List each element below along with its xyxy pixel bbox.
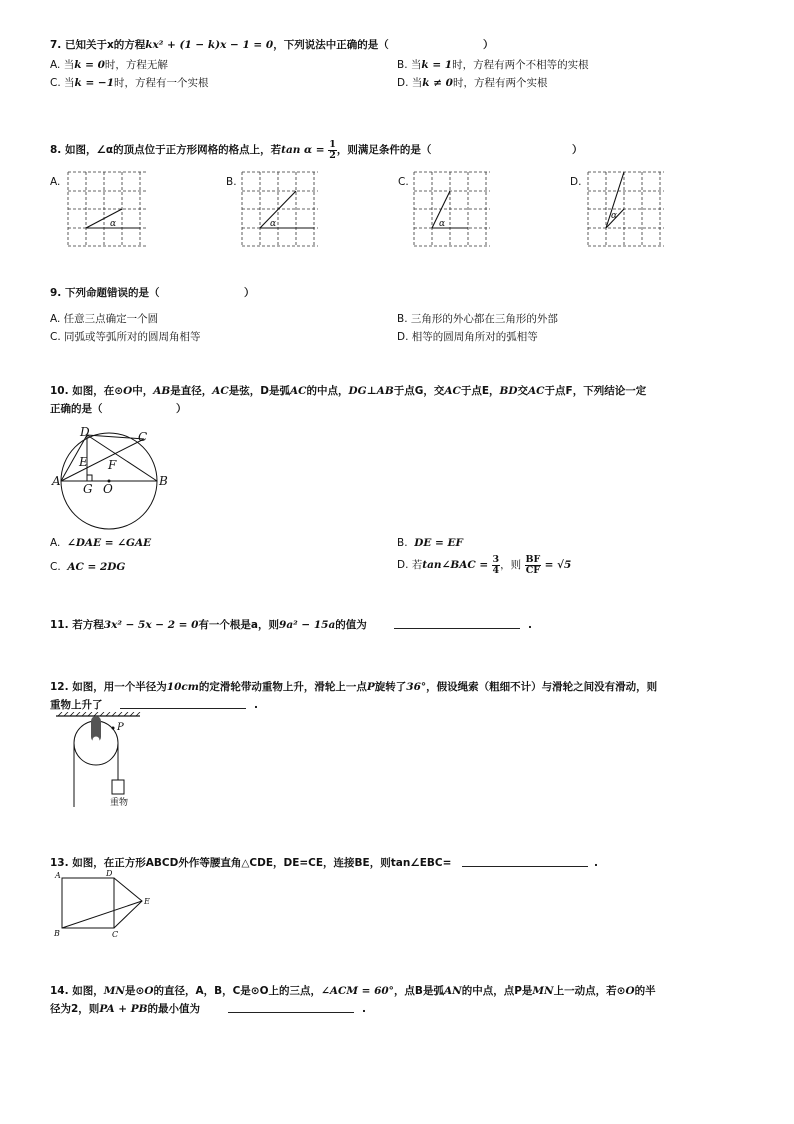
q10-option-c[interactable] <box>50 560 125 574</box>
q9-number: 9. <box>50 287 62 299</box>
q10-label-o: O <box>103 482 113 496</box>
q7-option-a-cond: k = 0 <box>74 59 105 71</box>
q13-label-e: E <box>144 897 150 906</box>
q9-option-c[interactable]: C. 同弧或等弧所对的圆周角相等 <box>50 331 201 343</box>
q8-grid-c[interactable] <box>412 170 492 248</box>
q10-option-b-label: B. <box>397 537 408 549</box>
q12-stem-line2: 重物上升了 <box>50 699 103 711</box>
q9-stem-text: 下列命题错误的是（ <box>64 287 160 299</box>
q8-stem-a: 如图，∠α的顶点位于正方形网格的格点上，若 <box>64 144 282 156</box>
q7-option-b-post: 时，方程有两个不相等的实根 <box>452 59 589 71</box>
q10-s7: 于点E， <box>460 385 500 397</box>
q14-an: AN <box>443 985 462 997</box>
q11-s3: 的值为 <box>335 619 367 631</box>
q11-number: 11. <box>50 619 69 631</box>
q7-option-a-post: 时，方程无解 <box>104 59 168 71</box>
q14-circle-o-2: O <box>625 985 635 997</box>
q8-b-alpha: α <box>270 219 277 229</box>
q9-option-b[interactable]: B. 三角形的外心都在三角形的外部 <box>397 313 558 325</box>
q14-s5: 的中点，点P是 <box>461 985 533 997</box>
q12-s2: 的定滑轮带动重物上升，滑轮上一点 <box>198 681 367 693</box>
q10-ac-3: AC <box>444 385 461 397</box>
q10-s5: 的中点， <box>306 385 349 397</box>
q10-dg: DG⊥AB <box>348 385 394 397</box>
q11-answer-blank[interactable] <box>394 618 520 629</box>
q10-ac-1: AC <box>212 385 229 397</box>
q14-s7: 的半 <box>634 985 656 997</box>
q10-option-a-label: A. <box>50 537 61 549</box>
q10-stem-line2: 正确的是（ <box>50 403 103 415</box>
q12-degrees: 36° <box>406 681 427 693</box>
q14-s6: 上一动点，若⊙ <box>553 985 626 997</box>
q10-ac-4: AC <box>528 385 545 397</box>
q10-d-f1-den: 4 <box>492 564 500 576</box>
q7-option-d-cond: k ≠ 0 <box>422 77 453 89</box>
q7-option-b[interactable] <box>397 58 589 72</box>
q9-option-d[interactable]: D. 相等的圆周角所对的弧相等 <box>397 331 538 343</box>
q10-option-a-expr: ∠DAE = ∠GAE <box>67 537 152 549</box>
q10-s6: 于点G，交 <box>393 385 445 397</box>
q7-option-c-label: C. <box>50 77 61 89</box>
q11-equation: 3x² − 5x − 2 = 0 <box>103 619 199 631</box>
q10-s2: 中， <box>132 385 154 397</box>
q10-label-a: A <box>52 474 61 488</box>
q14-period: . <box>362 1003 366 1015</box>
q14-stem-line2 <box>50 1002 200 1016</box>
q7-option-d-label: D. <box>397 77 409 89</box>
q10-number: 10. <box>50 385 69 397</box>
q10-label-b: B <box>159 474 168 488</box>
q13-label-a: A <box>55 871 61 880</box>
q10-option-b-expr: DE = EF <box>414 537 463 549</box>
q10-figure[interactable] <box>50 422 170 532</box>
q7-option-a-label: A. <box>50 59 61 71</box>
q10-d-f2-den: CF <box>525 564 541 576</box>
q10-s4: 是弦，D是弧 <box>228 385 290 397</box>
q10-ab: AB <box>153 385 171 397</box>
q8-grid-d[interactable] <box>586 170 666 248</box>
q13-period: . <box>594 857 598 869</box>
q10-label-c: C <box>138 430 148 444</box>
q10-option-d-tan: tan∠BAC = <box>422 559 489 571</box>
q10-s3: 是直径， <box>170 385 213 397</box>
q13-answer-blank[interactable] <box>462 856 588 867</box>
q7-option-b-cond: k = 1 <box>421 59 453 71</box>
q10-option-b[interactable] <box>397 536 463 550</box>
q10-s9: 于点F，下列结论一定 <box>544 385 647 397</box>
q11-stem <box>50 618 367 632</box>
q7-option-d[interactable] <box>397 76 547 90</box>
q9-stem <box>50 286 159 300</box>
q8-frac-num: 1 <box>329 138 336 150</box>
q14-mn-1: MN <box>103 985 125 997</box>
q12-stem-line1 <box>50 680 657 694</box>
q7-option-b-label: B. <box>397 59 408 71</box>
q7-number: 7. <box>50 39 62 51</box>
q10-ac-2: AC <box>290 385 307 397</box>
q14-mn-2: MN <box>532 985 554 997</box>
q10-option-d-pre: 若 <box>411 559 423 571</box>
q8-grid-b[interactable] <box>240 170 320 248</box>
q14-answer-blank[interactable] <box>228 1002 354 1013</box>
q7-option-c-pre: 当 <box>64 77 75 89</box>
q12-pulley-figure[interactable] <box>56 712 146 810</box>
q7-stem <box>50 38 389 52</box>
q12-period: . <box>254 699 258 711</box>
q11-s2: 有一个根是a，则 <box>198 619 280 631</box>
q12-s1: 如图，用一个半径为 <box>72 681 167 693</box>
q8-d-alpha: α <box>611 211 618 221</box>
q8-option-a-label[interactable]: A. <box>50 176 61 188</box>
q10-bd: BD <box>499 385 518 397</box>
q8-number: 8. <box>50 144 62 156</box>
q13-label-c: C <box>112 930 119 939</box>
q7-option-d-pre: 当 <box>411 77 423 89</box>
q10-option-d-frac1 <box>492 555 501 576</box>
q14-line2a: 径为2，则 <box>50 1003 100 1015</box>
q12-s4: ，假设绳索（粗细不计）与滑轮之间没有滑动，则 <box>426 681 658 693</box>
q14-number: 14. <box>50 985 69 997</box>
q14-s4: ，点B是弧 <box>393 985 444 997</box>
q8-stem <box>50 138 431 162</box>
q13-label-b: B <box>54 929 60 938</box>
q10-label-f: F <box>108 458 117 472</box>
q10-option-d-frac2 <box>525 555 542 576</box>
q10-d-f1-num: 3 <box>492 553 500 565</box>
q14-line2b: 的最小值为 <box>147 1003 200 1015</box>
q8-a-alpha: α <box>110 219 117 229</box>
q10-option-d-post: = √5 <box>544 559 572 571</box>
q7-equation: kx² + (1 − k)x − 1 = 0 <box>145 39 274 51</box>
q10-option-d-label: D. <box>397 559 409 571</box>
q10-label-e: E <box>79 455 88 469</box>
q7-option-a[interactable] <box>50 58 168 72</box>
q8-close-paren: ） <box>572 144 583 156</box>
q10-s1: 如图，在⊙ <box>72 385 124 397</box>
q7-stem-a: 已知关于x的方程 <box>64 39 146 51</box>
q9-close-paren: ） <box>244 287 255 299</box>
q11-expr: 9a² − 15a <box>279 619 336 631</box>
q8-option-b-label[interactable]: B. <box>226 176 237 188</box>
q10-option-d-mid: ，则 <box>500 559 522 571</box>
q12-label-weight: 重物 <box>110 798 129 808</box>
q8-option-d-label[interactable]: D. <box>570 176 582 188</box>
q7-option-c-post: 时，方程有一个实根 <box>114 77 209 89</box>
q13-text: 如图，在正方形ABCD外作等腰直角△CDE，DE=CE，连接BE，则tan∠EBC= <box>72 857 452 869</box>
q10-label-g: G <box>83 482 93 496</box>
q12-point-p: P <box>366 681 375 693</box>
q7-close-paren: ） <box>483 39 494 51</box>
q13-square-figure[interactable] <box>52 868 156 940</box>
q8-option-c-label[interactable]: C. <box>398 176 409 188</box>
q14-circle-o-1: O <box>144 985 154 997</box>
q12-label-p: P <box>117 722 124 733</box>
q14-s3: 的直径，A，B，C是⊙O上的三点， <box>153 985 322 997</box>
q13-label-d: D <box>106 869 113 878</box>
q12-answer-blank[interactable] <box>120 698 246 709</box>
q12-radius: 10cm <box>166 681 199 693</box>
q7-option-a-pre: 当 <box>63 59 75 71</box>
q13-number: 13. <box>50 857 69 869</box>
q8-grid-a[interactable] <box>66 170 150 248</box>
q7-option-b-pre: 当 <box>410 59 422 71</box>
q10-close-paren: ） <box>176 403 187 415</box>
q14-s1: 如图， <box>72 985 104 997</box>
q10-circle-o: O <box>123 385 133 397</box>
q14-stem-line1 <box>50 984 656 998</box>
q10-option-a[interactable] <box>50 536 151 550</box>
q10-stem-line1 <box>50 384 646 398</box>
q8-tan: tan α = <box>281 144 325 156</box>
q10-s8: 交 <box>517 385 529 397</box>
q8-stem-b: ，则满足条件的是（ <box>336 144 432 156</box>
q12-s3: 旋转了 <box>374 681 407 693</box>
q8-fraction <box>328 140 337 161</box>
q9-option-a[interactable]: A. 任意三点确定一个圆 <box>50 313 159 325</box>
q14-angle: ∠ACM = 60° <box>321 985 394 997</box>
q10-label-d: D <box>80 425 90 439</box>
q7-option-c[interactable] <box>50 76 209 90</box>
q10-option-d[interactable] <box>397 552 571 578</box>
q14-s2: 是⊙ <box>125 985 145 997</box>
q7-option-d-post: 时，方程有两个实根 <box>452 77 548 89</box>
q10-d-f2-num: BF <box>525 553 541 565</box>
q8-c-alpha: α <box>439 219 446 229</box>
q11-period: . <box>528 619 532 631</box>
q10-option-c-label: C. <box>50 561 61 573</box>
q7-stem-b: ，下列说法中正确的是（ <box>273 39 389 51</box>
q11-s1: 若方程 <box>72 619 104 631</box>
q14-expr: PA + PB <box>99 1003 148 1015</box>
q7-option-c-cond: k = −1 <box>74 77 115 89</box>
q12-number: 12. <box>50 681 69 693</box>
q8-frac-den: 2 <box>329 149 336 161</box>
q10-option-c-expr: AC = 2DG <box>67 561 126 573</box>
